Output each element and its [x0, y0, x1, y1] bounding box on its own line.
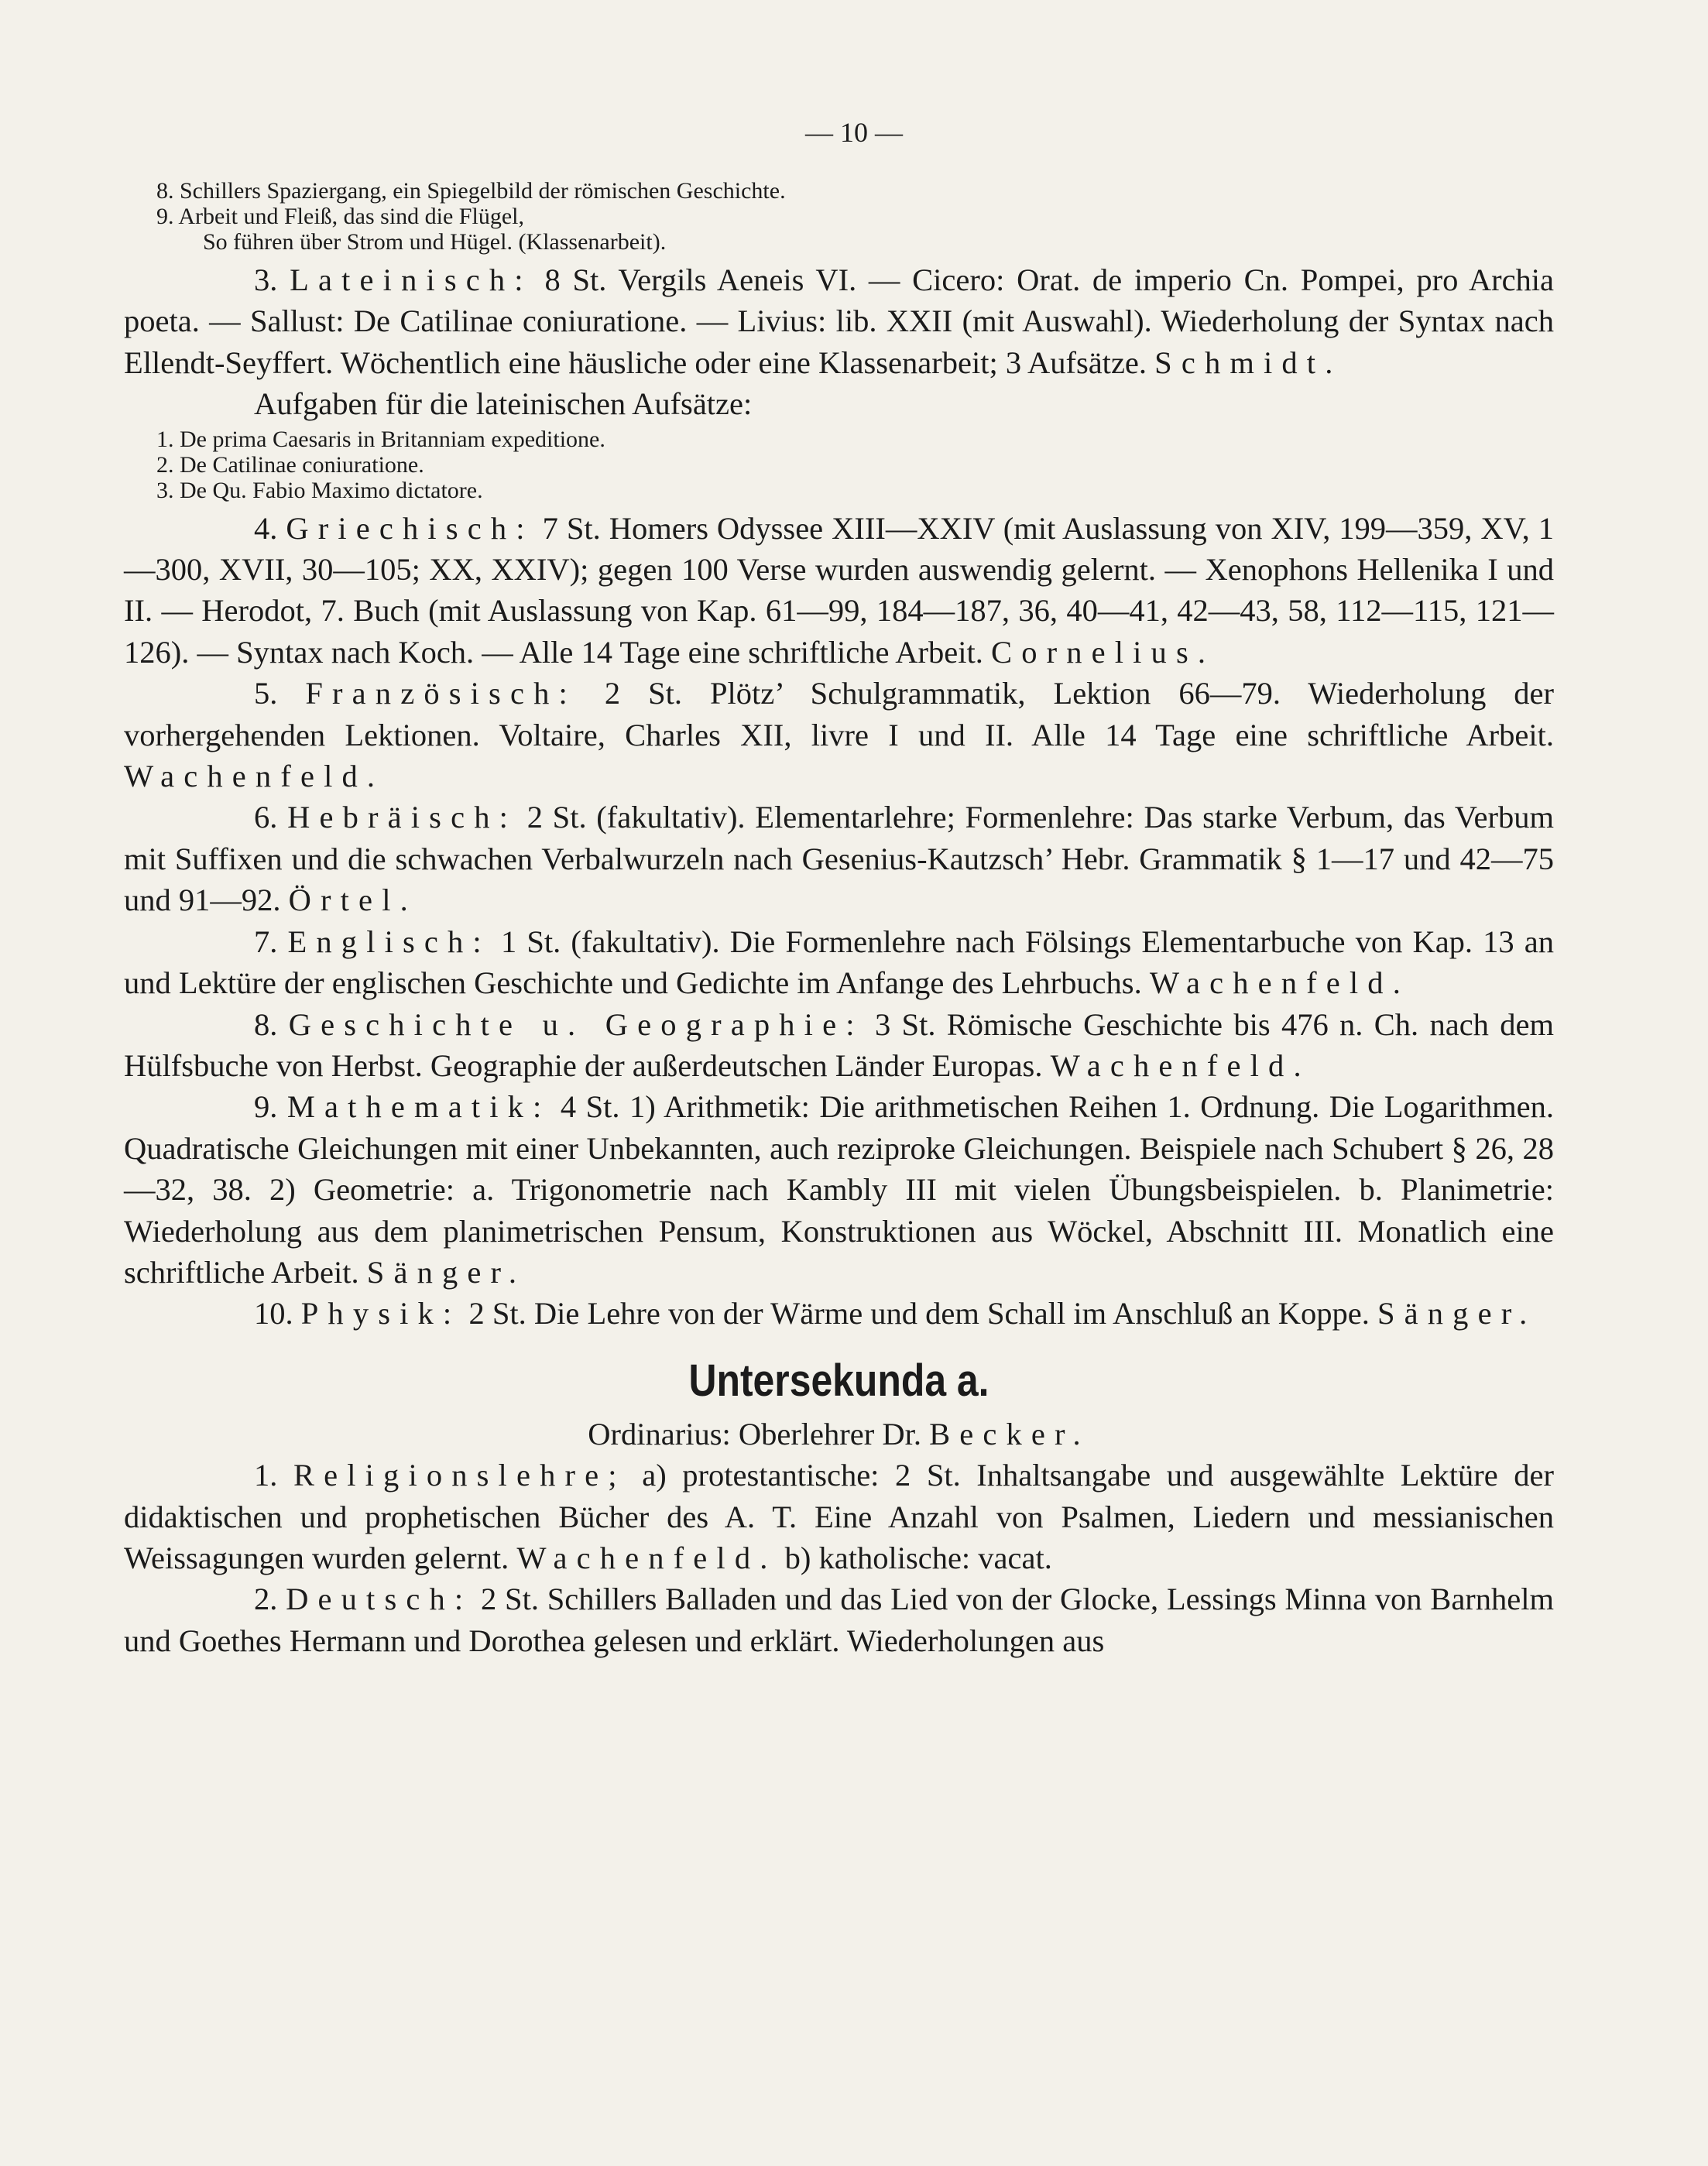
subject-physics: 10. Physik: 2 St. Die Lehre von der Wärme und dem Schall im Anschluß an Koppe. Sänger. — [254, 1296, 1537, 1331]
topic-item: 2. De Catilinae coniuratione. — [156, 451, 424, 478]
subject-latin: 3. Lateinisch: 8 St. Vergils Aeneis VI. — Cicero: Orat. de imperio Cn. Pompei, pro Archia poeta. — Sallust: De Catilinae coniuratione. — Livius: lib. XXII (mit Auswahl). Wiederholung der Syntax nach Ellendt-Seyffert. Wöchentlich eine häusliche oder eine Klassenarbeit; 3 Aufsätze. Schmidt. — [124, 262, 1555, 380]
subject-name: Religionslehre; — [293, 1458, 626, 1493]
topic-item: 1. De prima Caesaris in Britanniam expeditione. — [156, 426, 605, 452]
teacher-name: Wachenfeld. — [516, 1540, 777, 1575]
subject-english: 7. Englisch: 1 St. (fakultativ). Die Formenlehre nach Fölsings Elementarbuche von Kap. 13 an und Lektüre der englischen Geschichte und Gedichte im Anfange des Lehrbuchs. Wachenfeld. — [124, 924, 1555, 1001]
topic-item: 9. Arbeit und Fleiß, das sind die Flügel, — [156, 204, 524, 229]
subject-name: Physik: — [300, 1296, 461, 1331]
subject-name: Englisch: — [287, 924, 491, 959]
subject-name: Lateinisch: — [290, 262, 533, 297]
topic-item: 8. Schillers Spaziergang, ein Spiegelbild der römischen Geschichte. — [156, 178, 786, 204]
subject-name: Mathematik: — [286, 1089, 551, 1125]
topic-item: 3. De Qu. Fabio Maximo dictatore. — [156, 477, 483, 503]
teacher-name: Wachenfeld. — [1149, 965, 1410, 1001]
section-title: Untersekunda a. — [688, 1355, 989, 1406]
subject-name: Deutsch: — [286, 1582, 473, 1617]
teacher-name: Cornelius. — [991, 634, 1216, 670]
latin-topics-heading: Aufgaben für die lateinischen Aufsätze: — [254, 386, 753, 422]
teacher-name: Becker. — [929, 1416, 1090, 1451]
subject-french: 5. Französisch: 2 St. Plötz’ Schulgrammatik, Lektion 66—79. Wiederholung der vorhergehenden Lektionen. Voltaire, Charles XII, livre I und II. Alle 14 Tage eine schriftliche Arbeit. Wachenfeld. — [124, 676, 1555, 794]
teacher-name: Schmidt. — [1154, 344, 1343, 380]
subject-greek: 4. Griechisch: 7 St. Homers Odyssee XIII—XXIV (mit Auslassung von XIV, 199—359, XV, 1—300, XVII, 30—105; XX, XXIV); gegen 100 Verse wurden auswendig gelernt. — Xenophons Hellenika I und II. — Herodot, 7. Buch (mit Auslassung von Kap. 61—99, 184—187, 36, 40—41, 42—43, 58, 112—115, 121—126). — Syntax nach Koch. — Alle 14 Tage eine schriftliche Arbeit. Cornelius. — [124, 510, 1555, 670]
subject-math: 9. Mathematik: 4 St. 1) Arithmetik: Die arithmetischen Reihen 1. Ordnung. Die Logarithmen. Quadratische Gleichungen mit einer Unbekannten, auch reziproke Gleichungen. Beispiele nach Schubert § 26, 28—32, 38. 2) Geometrie: a. Trigonometrie nach Kambly III mit vielen Übungsbeispielen. b. Planimetrie: Wiederholung aus dem planimetrischen Pensum, Konstruktionen aus Wöckel, Abschnitt III. Monatlich eine schriftliche Arbeit. Sänger. — [124, 1089, 1555, 1290]
subject-religion: 1. Religionslehre; a) protestantische: 2 St. Inhaltsangabe und ausgewählte Lektüre der didaktischen und prophetischen Bücher des A. T. Eine Anzahl von Psalmen, Liedern und messianischen Weissagungen wurden gelernt. Wachenfeld. b) katholische: vacat. — [124, 1458, 1555, 1575]
ordinarius-line: Ordinarius: Oberlehrer Dr. Becker. — [588, 1416, 1090, 1451]
subject-name: Griechisch: — [286, 510, 534, 546]
teacher-name: Wachenfeld. — [124, 759, 385, 794]
teacher-name: Wachenfeld. — [1050, 1047, 1311, 1083]
topic-item: So führen über Strom und Hügel. (Klassenarbeit). — [203, 229, 667, 255]
subject-name: Französisch: — [305, 676, 577, 711]
subject-hebrew: 6. Hebräisch: 2 St. (fakultativ). Elementarlehre; Formenlehre: Das starke Verbum, das Verbum mit Suffixen und die schwachen Verbalwurzeln nach Gesenius-Kautzsch’ Hebr. Grammatik § 1—17 und 42—75 und 91—92. Örtel. — [124, 800, 1555, 918]
essay-topics-top — [124, 178, 1554, 255]
subject-german: 2. Deutsch: 2 St. Schillers Balladen und das Lied von der Glocke, Lessings Minna von Barnhelm und Goethes Hermann und Dorothea gelesen und erklärt. Wiederholungen aus — [124, 1582, 1555, 1658]
teacher-name: Örtel. — [288, 883, 417, 918]
subject-name: Hebräisch: — [287, 800, 518, 835]
page-number: — 10 — — [805, 117, 903, 148]
teacher-name: Sänger. — [366, 1254, 526, 1290]
subject-history: 8. Geschichte u. Geographie: 3 St. Römische Geschichte bis 476 n. Ch. nach dem Hülfsbuche von Herbst. Geographie der außerdeutschen Länder Europas. Wachenfeld. — [124, 1006, 1554, 1083]
teacher-name: Sänger. — [1377, 1296, 1537, 1331]
page-content — [124, 177, 1554, 1661]
subject-name: Geschichte u. Geographie: — [288, 1006, 864, 1042]
latin-topics-list — [124, 427, 1554, 503]
